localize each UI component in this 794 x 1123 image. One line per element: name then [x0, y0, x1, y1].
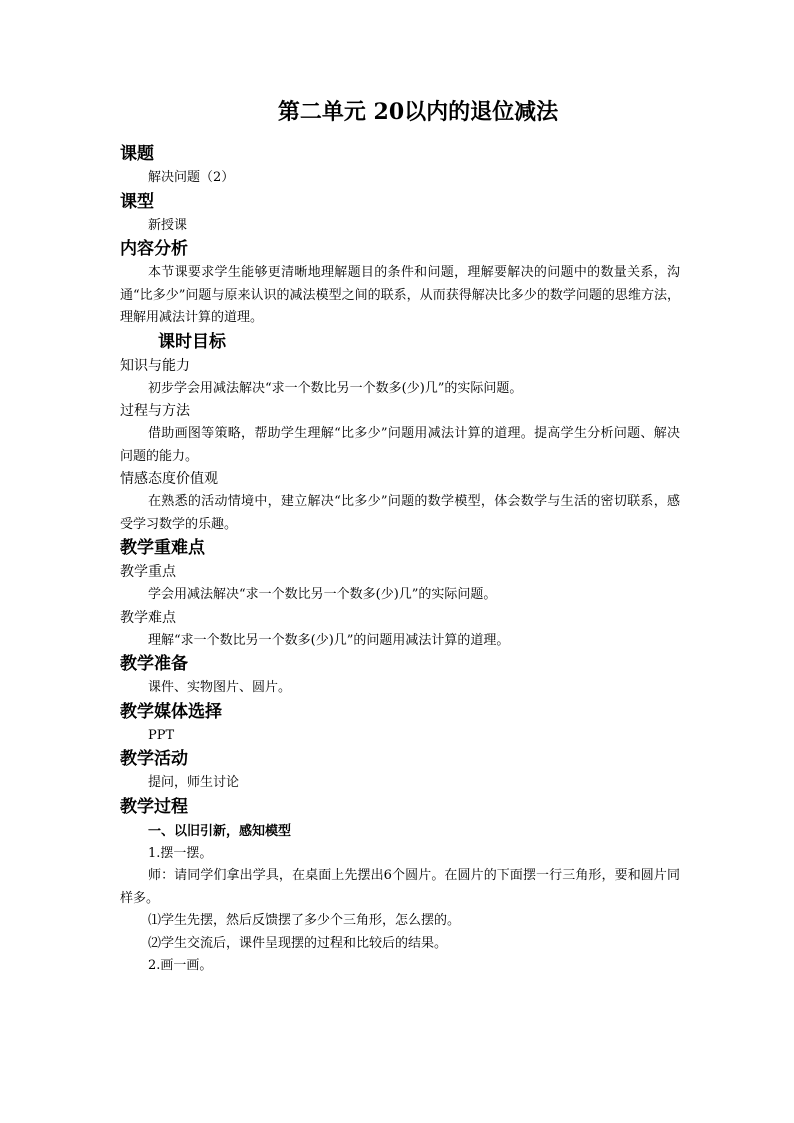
focus-heading: 教学重点	[120, 564, 176, 580]
media-heading: 教学媒体选择	[120, 701, 222, 722]
step1-line: 1.摆一摆。	[148, 845, 213, 861]
process-method-heading: 过程与方法	[120, 403, 190, 419]
media-text: PPT	[148, 727, 175, 743]
knowledge-text: 初步学会用减法解决“求一个数比另一个数多(少)几”的实际问题。	[148, 380, 523, 396]
step1-heading: 一、以旧引新，感知模型	[148, 823, 292, 839]
emotion-text: 在熟悉的活动情境中，建立解决“比多少”问题的数学模型，体会数学与生活的密切联系，感受学习数学的乐趣。	[120, 494, 680, 532]
analysis-heading: 内容分析	[120, 239, 188, 259]
teaching-process-heading: 教学过程	[120, 796, 188, 817]
analysis-text: 本节课要求学生能够更清晰地理解题目的条件和问题，理解要解决的问题中的数量关系，沟通“比多少”问题与原来认识的减法模型之间的联系，从而获得解决比多少的数学问题的思维方法，理解用减法计算的道理。	[120, 265, 680, 325]
goals-heading: 课时目标	[158, 331, 226, 352]
type-text: 新授课	[148, 217, 188, 233]
activity-text: 提问，师生讨论	[148, 775, 240, 790]
preparation-text: 课件、实物图片、圆片。	[148, 680, 292, 695]
step1-line: ⑴学生先摆，然后反馈摆了多少个三角形，怎么摆的。	[148, 913, 461, 928]
emotion-heading: 情感态度价值观	[120, 471, 218, 487]
process-method-text: 借助画图等策略，帮助学生理解“比多少”问题用减法计算的道理。提高学生分析问题、解决问题的能力。	[120, 426, 680, 464]
topic-heading: 课题	[120, 144, 154, 164]
step1-line: 师：请同学们拿出学具，在桌面上先摆出6个圆片。在圆片的下面摆一行三角形，要和圆片同样多。	[120, 868, 680, 906]
type-heading: 课型	[120, 191, 154, 212]
difficulty-text: 理解“求一个数比另一个数多(少)几”的问题用减法计算的道理。	[148, 632, 510, 648]
topic-text: 解决问题（2）	[148, 170, 235, 185]
step1-line: 2.画一画。	[148, 958, 213, 973]
knowledge-heading: 知识与能力	[120, 357, 190, 374]
activity-heading: 教学活动	[120, 749, 188, 769]
difficulty-heading: 教学难点	[120, 609, 176, 626]
focus-text: 学会用减法解决“求一个数比另一个数多(少)几”的实际问题。	[148, 587, 497, 602]
document-title: 第二单元 20以内的退位减法	[277, 99, 559, 125]
preparation-heading: 教学准备	[120, 654, 188, 674]
keypoints-heading: 教学重难点	[120, 538, 205, 558]
step1-line: ⑵学生交流后，课件呈现摆的过程和比较后的结果。	[148, 935, 448, 951]
document-page	[120, 96, 680, 978]
